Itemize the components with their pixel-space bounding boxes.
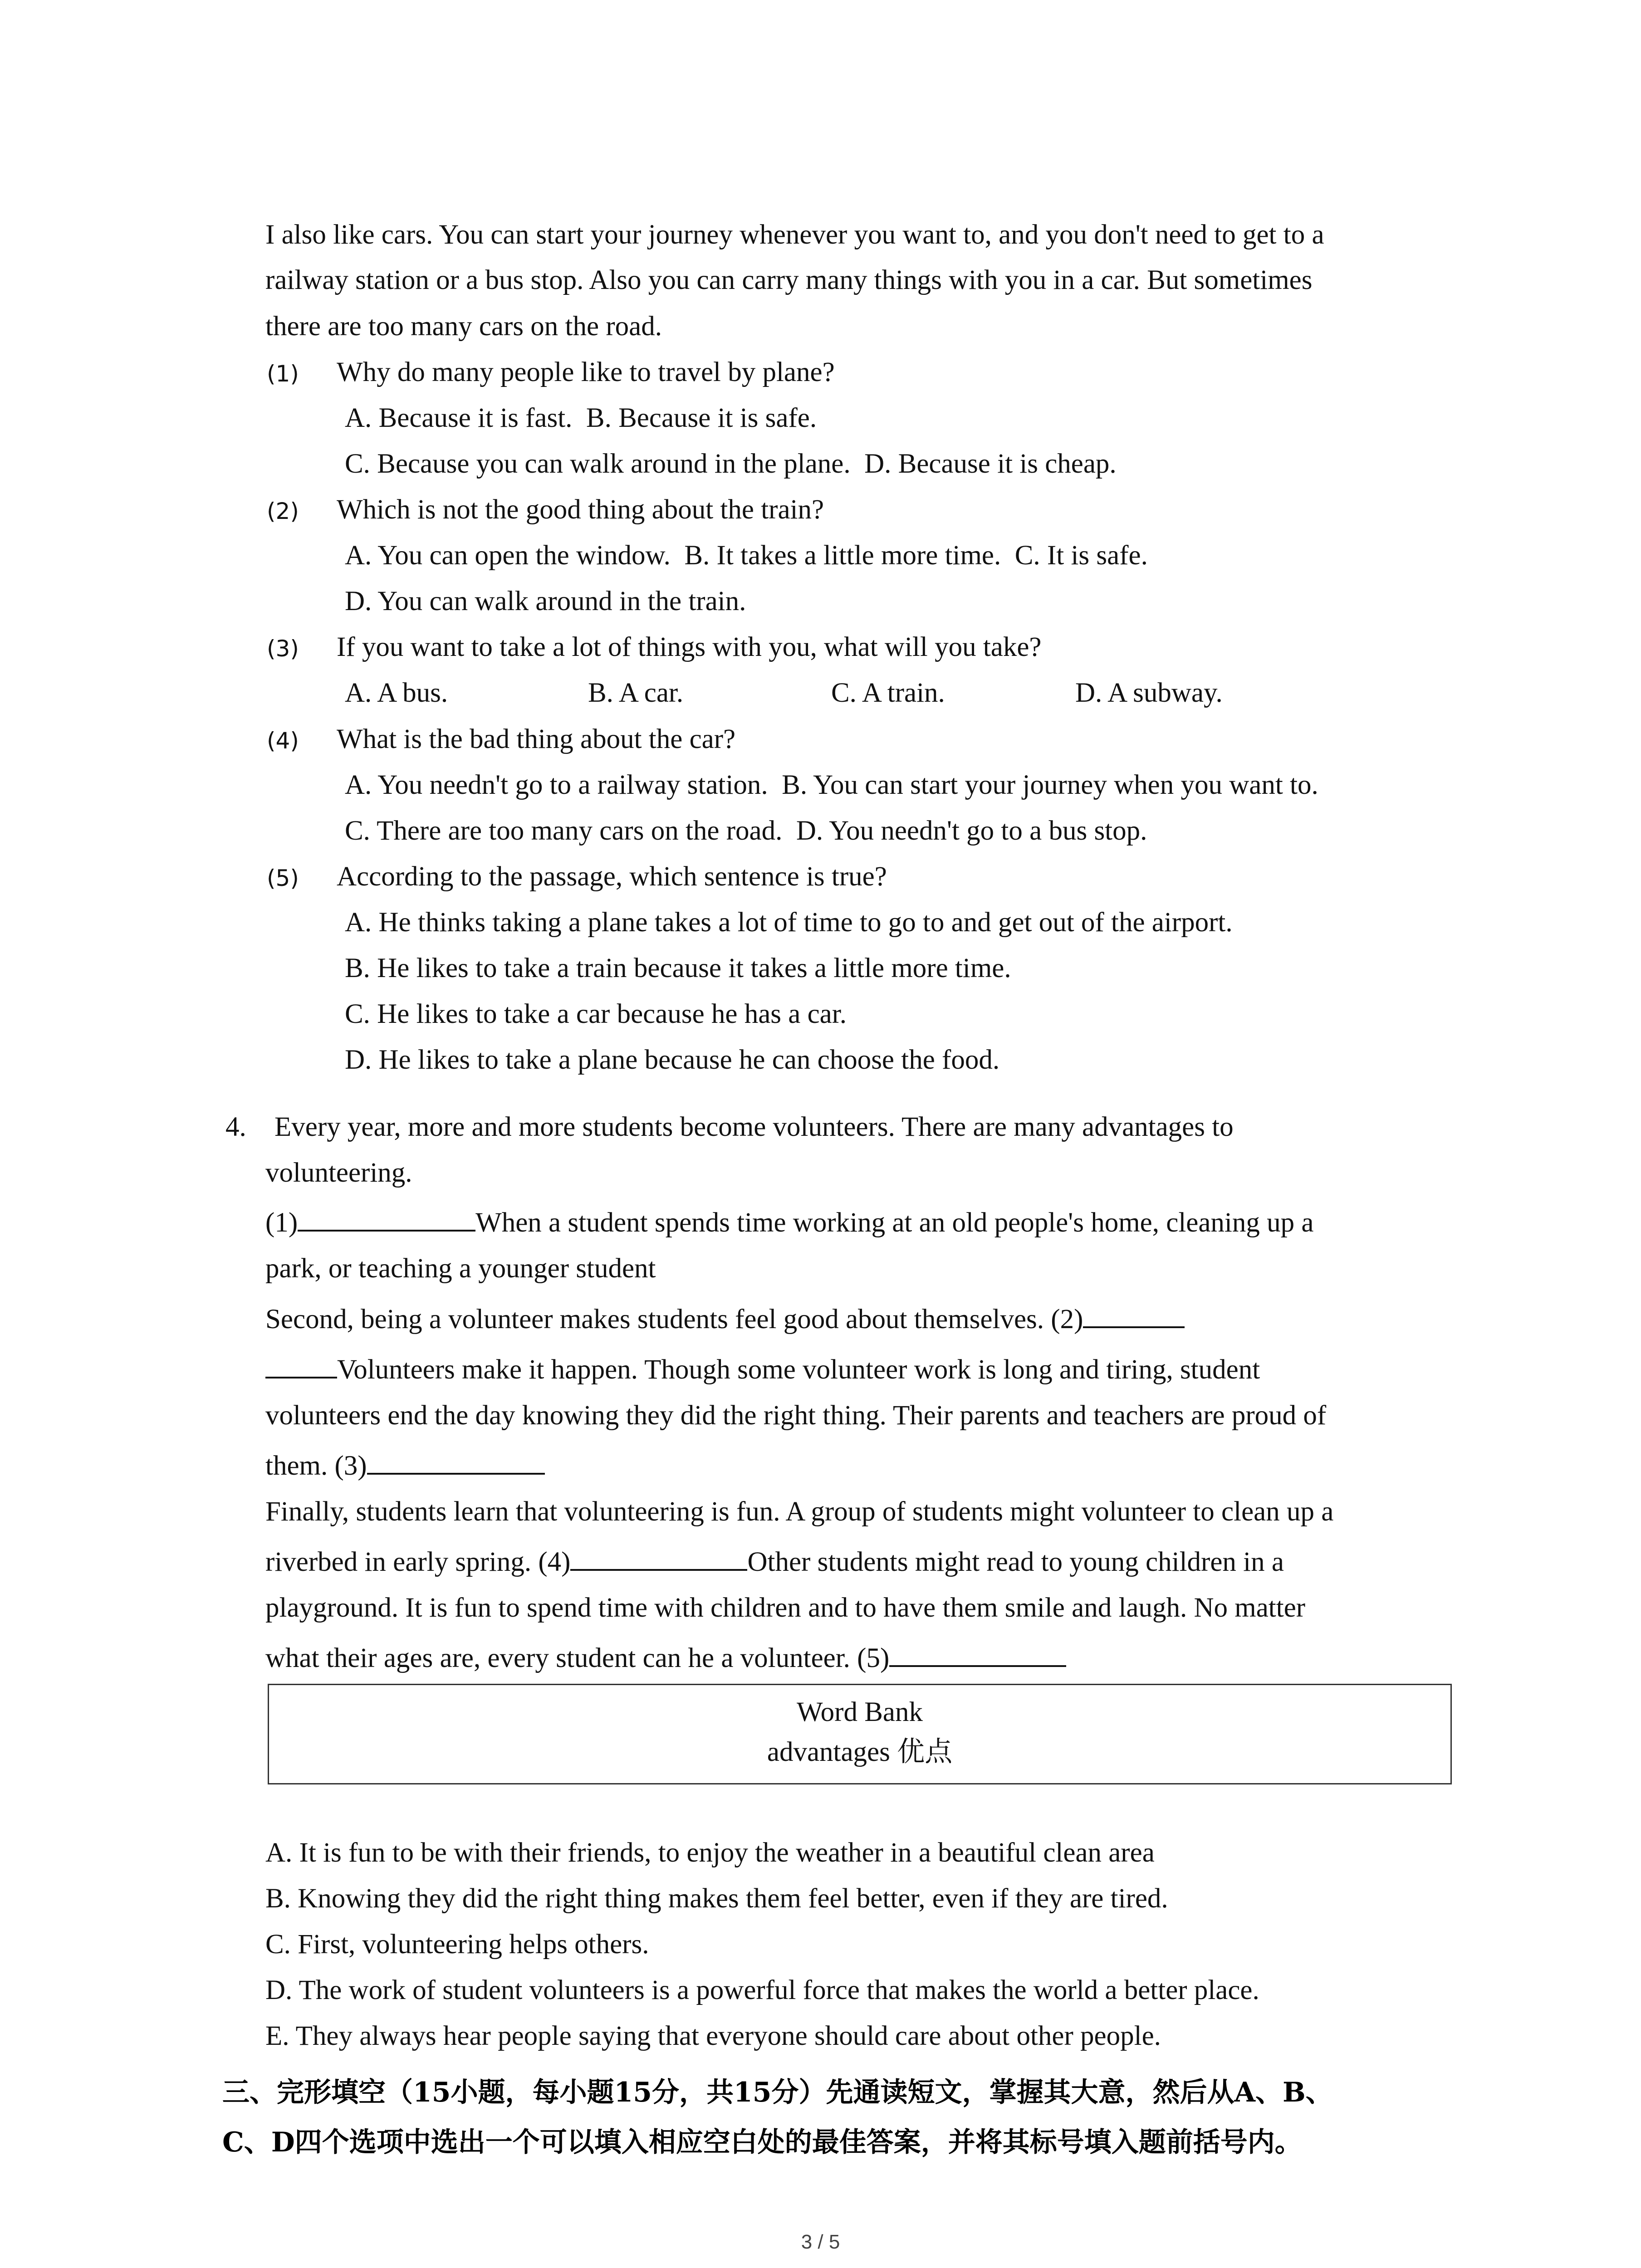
question-text: Why do many people like to travel by plane? bbox=[337, 357, 835, 387]
blank-line bbox=[265, 1544, 1284, 1580]
option-b: B. A car. bbox=[588, 678, 684, 708]
answer-blank-1[interactable] bbox=[298, 1206, 475, 1232]
answer-blank-4[interactable] bbox=[570, 1545, 747, 1571]
question-number: (3) bbox=[267, 635, 299, 662]
passage-line: playground. It is fun to spend time with children and to have them smile and laugh. No matter bbox=[265, 1593, 1306, 1623]
option-d: D. A subway. bbox=[1075, 678, 1223, 708]
blank-line bbox=[265, 1301, 1185, 1338]
option-line: B. He likes to take a train because it takes a little more time. bbox=[345, 953, 1011, 983]
blank-line bbox=[265, 1205, 1313, 1241]
passage-text: them. (3) bbox=[265, 1451, 367, 1481]
option-line: C. Because you can walk around in the plane. D. Because it is cheap. bbox=[345, 449, 1117, 479]
answer-blank-2[interactable] bbox=[1083, 1303, 1185, 1328]
option-line: C. He likes to take a car because he has a car. bbox=[345, 999, 847, 1029]
passage-line: railway station or a bus stop. Also you can carry many things with you in a car. But sometimes bbox=[265, 265, 1313, 295]
answer-blank-3[interactable] bbox=[367, 1449, 545, 1475]
answer-option: A. It is fun to be with their friends, to enjoy the weather in a beautiful clean area bbox=[265, 1838, 1155, 1868]
answer-blank-2-cont[interactable] bbox=[265, 1353, 337, 1378]
question-text: If you want to take a lot of things with you, what will you take? bbox=[337, 632, 1042, 662]
question-text: According to the passage, which sentence is true? bbox=[337, 861, 887, 892]
passage-line: volunteers end the day knowing they did the right thing. Their parents and teachers are proud of bbox=[265, 1400, 1327, 1431]
passage-line: I also like cars. You can start your journey whenever you want to, and you don't need to get to a bbox=[265, 220, 1324, 250]
question-number: (5) bbox=[267, 865, 299, 891]
question-number: (4) bbox=[267, 728, 299, 754]
option-a: A. A bus. bbox=[345, 678, 448, 708]
answer-option: C. First, volunteering helps others. bbox=[265, 1929, 649, 1960]
answer-option: B. Knowing they did the right thing makes them feel better, even if they are tired. bbox=[265, 1883, 1168, 1914]
question-number: (1) bbox=[267, 361, 299, 387]
question-text: Which is not the good thing about the train? bbox=[337, 494, 824, 525]
question-number: (2) bbox=[267, 498, 299, 524]
blank-number: (1) bbox=[265, 1207, 298, 1238]
passage-line: there are too many cars on the road. bbox=[265, 311, 662, 342]
passage-text: Second, being a volunteer makes students feel good about themselves. (2) bbox=[265, 1304, 1083, 1334]
page-number: 3 / 5 bbox=[801, 2231, 840, 2253]
option-line: A. You needn't go to a railway station. B. You can start your journey when you want to. bbox=[345, 770, 1318, 800]
passage-text: Volunteers make it happen. Though some volunteer work is long and tiring, student bbox=[337, 1354, 1260, 1385]
passage-text: When a student spends time working at an old people's home, cleaning up a bbox=[475, 1207, 1314, 1238]
passage-line: park, or teaching a younger student bbox=[265, 1253, 656, 1284]
section-heading: C、D四个选项中选出一个可以填入相应空白处的最佳答案，并将其标号填入题前括号内。 bbox=[222, 2126, 1302, 2158]
option-line: A. Because it is fast. B. Because it is safe. bbox=[345, 403, 817, 433]
option-line: C. There are too many cars on the road. D. You needn't go to a bus stop. bbox=[345, 816, 1147, 846]
passage-text: Other students might read to young children in a bbox=[747, 1547, 1284, 1577]
passage-line: Every year, more and more students become volunteers. There are many advantages to bbox=[274, 1112, 1234, 1142]
answer-blank-5[interactable] bbox=[889, 1642, 1066, 1667]
passage-line: Finally, students learn that volunteering is fun. A group of students might volunteer to clean up a bbox=[265, 1496, 1334, 1527]
option-line: D. He likes to take a plane because he can choose the food. bbox=[345, 1045, 1000, 1075]
answer-option: E. They always hear people saying that everyone should care about other people. bbox=[265, 2021, 1161, 2051]
option-line: A. You can open the window. B. It takes a little more time. C. It is safe. bbox=[345, 540, 1148, 571]
section-heading: 三、完形填空（15小题，每小题15分，共15分）先通读短文，掌握其大意，然后从A、B、 bbox=[222, 2077, 1333, 2108]
passage-text: riverbed in early spring. (4) bbox=[265, 1547, 571, 1577]
option-line: D. You can walk around in the train. bbox=[345, 586, 746, 616]
question-number: 4. bbox=[225, 1112, 246, 1142]
blank-line bbox=[265, 1448, 545, 1484]
blank-line bbox=[265, 1352, 1260, 1388]
word-bank-entry: advantages 优点 bbox=[767, 1737, 953, 1767]
blank-line bbox=[265, 1640, 1066, 1677]
passage-line: volunteering. bbox=[265, 1158, 412, 1188]
passage-text: what their ages are, every student can he a volunteer. (5) bbox=[265, 1643, 890, 1673]
option-line: A. He thinks taking a plane takes a lot of time to go to and get out of the airport. bbox=[345, 907, 1233, 938]
answer-option: D. The work of student volunteers is a powerful force that makes the world a better place. bbox=[265, 1975, 1259, 2005]
word-bank-title: Word Bank bbox=[796, 1697, 923, 1727]
word-bank-box bbox=[268, 1684, 1452, 1784]
option-c: C. A train. bbox=[831, 678, 945, 708]
question-text: What is the bad thing about the car? bbox=[337, 724, 736, 754]
